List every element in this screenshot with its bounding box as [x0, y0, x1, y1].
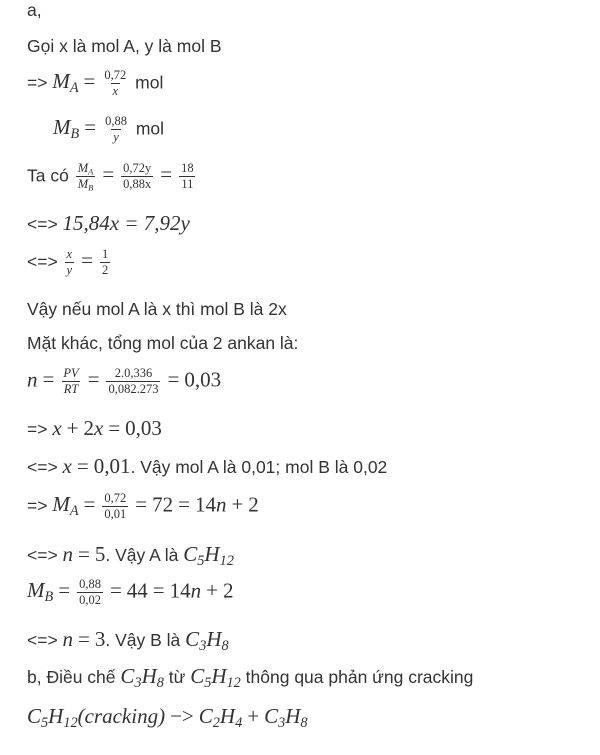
line-molar-mass-b: $M_B$ = $\frac{0,88}{y}$ mol: [53, 114, 165, 145]
line-total-moles: Mặt khác, tổng mol của 2 ankan là:: [27, 333, 299, 353]
part-a-label: a,: [27, 0, 42, 20]
line-x-value: <=> x = 0,01. Vậy mol A là 0,01; mol B là 0,02: [27, 454, 388, 478]
line-molar-mass-a: => $M_A$ = $\frac{0,72}{x}$ mol: [27, 68, 164, 99]
line-define-variables: Gọi x là mol A, y là mol B: [27, 36, 222, 56]
cracking-equation: $C_5H_{12}(cracking) -> C_2H_4 + C_3H_8$: [27, 704, 308, 731]
line-ma-value: => $M_A$ = $\frac{0,72}{0,01}$ = 72 = 14n + 2: [27, 491, 259, 522]
line-xy-ratio: <=> $\frac{x}{y}$ = $\frac{1}{2}$: [27, 247, 109, 278]
line-sum-equation: => x + 2x = 0,03: [27, 416, 162, 440]
line-n3: <=> n = 3. Vậy B là $C_3H_8$: [27, 627, 229, 654]
part-b-line: b, Điều chế $C_3H_8$ từ $C_5H_{12}$ thông qua phản ứng cracking: [27, 664, 474, 691]
line-ideal-gas: n = $\frac{PV}{RT}$ = $\frac{2.0,336}{0,082.273}$ = 0,03: [27, 366, 222, 397]
line-mb-value: $M_B$ = $\frac{0,88}{0,02}$ = 44 = 14n + 2: [27, 577, 234, 608]
line-ratio: Ta có $\frac{M_A}{M_B}$ = $\frac{0,72y}{0,88x}$ = $\frac{18}{11}$: [27, 161, 194, 193]
line-equation-1: <=> 15,84x = 7,92y: [27, 211, 190, 235]
line-conclusion-moles: Vậy nếu mol A là x thì mol B là 2x: [27, 299, 287, 319]
line-n5: <=> n = 5. Vậy A là $C_5H_{12}$: [27, 542, 234, 569]
